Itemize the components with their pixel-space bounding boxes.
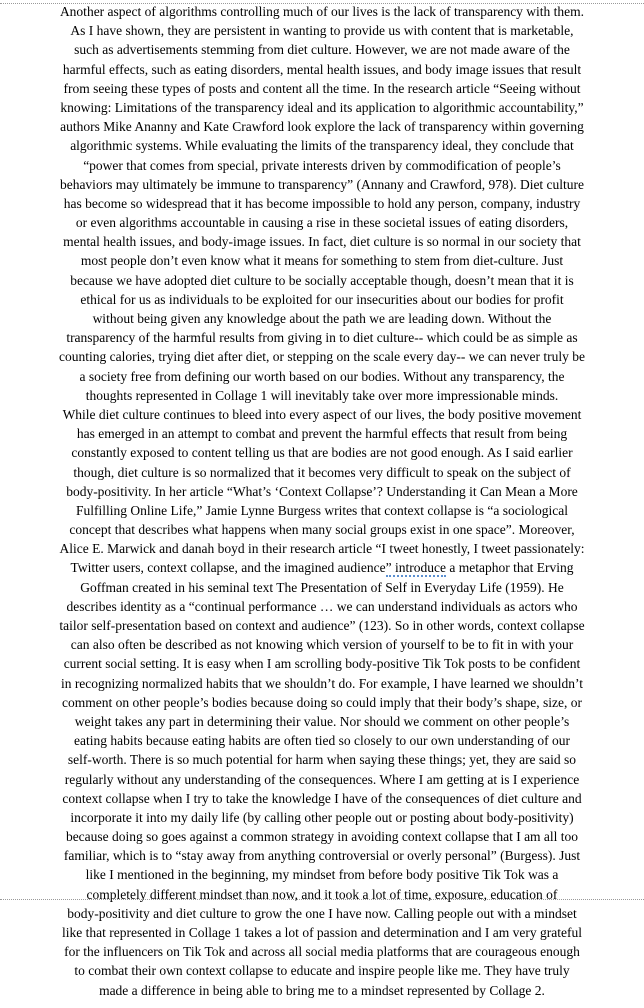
text-line: like that represented in Collage 1 takes a lot of passion and determination and I am very grateful [62,925,582,940]
text-line: knowing: Limitations of the transparency ideal and its application to algorithmic accountability,” [60,99,584,115]
text-line: While diet culture continues to bleed into every aspect of our lives, the body positive movement [62,406,582,422]
paragraph-1 [8,2,636,405]
text-line: like I mentioned in the beginning, my mindset from before body positive Tik Tok was a [85,867,559,883]
text-line: or even algorithms accountable in causing a rise in these societal issues of eating disorders, [75,215,569,231]
text-line: comment on other people’s bodies because doing so could imply that their body’s shape, size, or [61,694,582,710]
text-line: algorithmic systems. While evaluating the limits of the transparency ideal, they conclude that [70,138,574,154]
text-line: made a difference in being able to bring me to a mindset represented by Collage 2. [99,982,545,998]
text-line: current social setting. It is easy when I am scrolling body-positive Tik Tok posts to be confident [63,656,581,672]
grammar-check-underline: ” introduce [385,560,446,576]
text-line: a society free from defining our worth based on our bodies. Without any transparency, the [79,368,565,384]
text-line: ethical for us as individuals to be exploited for our insecurities about our bodies for profit [80,291,564,307]
text-line: Another aspect of algorithms controlling much of our lives is the lack of transparency with them. [59,4,585,19]
text-line: body-positivity. In her article “What’s ‘Context Collapse’? Understanding it Can Mean a More [66,483,578,499]
text-line: authors Mike Ananny and Kate Crawford look explore the lack of transparency within governing [60,119,584,135]
text-line: context collapse when I try to take the knowledge I have of the consequences of diet culture and [62,790,582,806]
text-line: weight takes any part in determining their value. Nor should we comment on other people’s [74,713,570,729]
text-line: harmful effects, such as eating disorders, mental health issues, and body image issues that result [62,61,582,77]
text-line: behaviors may ultimately be immune to transparency” (Annany and Crawford, 978). Diet culture [59,176,585,192]
text-line: from seeing these types of posts and content all the time. In the research article “Seeing without [63,80,581,96]
text-line: transparency of the harmful results from giving in to diet culture-- which could be as simple as [66,330,578,346]
text-line: can also often be described as not knowing which version of yourself to be to fit in with your [70,637,574,653]
text-line: tailor self-presentation based on context and audience” (123). So in other words, context collapse [59,618,585,633]
text-segment: a metaphor that Erving [445,560,574,576]
text-line: familiar, which is to “stay away from anything controversial or overly personal” (Burgess). Just [63,848,581,864]
text-line: without being given any knowledge about the path we are leading down. Without the [92,311,552,326]
paragraph-2 [8,405,636,1000]
text-line: concept that describes what happens when many social groups exist in one space”. Moreover, [69,522,575,538]
text-line: because we have adopted diet culture to be socially acceptable though, doesn’t mean that it is [70,272,574,288]
text-line: As I have shown, they are persistent in wanting to provide us with content that is marketable, [70,23,574,39]
text-line: to combat their own context collapse to educate and inspire people like me. They have truly [74,963,570,979]
text-line: incorporate it into my daily life (by calling other people out or posting about body-positivity) [70,809,574,825]
text-line: thoughts represented in Collage 1 will inevitably take over more impressionable minds. [85,387,559,403]
text-line: though, diet culture is so normalized that it becomes very difficult to speak on the subject of [73,464,571,480]
text-segment: Twitter users, context collapse, and the imagined audience [70,560,386,576]
text-line: mental health issues, and body-image issues. In fact, diet culture is so normal in our society that [63,234,581,250]
text-line: “power that comes from special, private interests driven by commodification of people’s [83,157,561,173]
text-line: regularly without any understanding of the consequences. Where I am getting at is I experience [64,771,580,787]
text-line: most people don’t even know what it means for something to stem from diet-culture. Just [80,253,564,269]
text-line: Alice E. Marwick and danah boyd in their research article “I tweet honestly, I tweet passionately: [59,541,585,557]
text-line: describes identity as a “continual performance … we can understand individuals as actors who [66,598,578,614]
text-line: counting calories, trying diet after diet, or stepping on the scale every day-- we can never truly be [59,349,585,365]
text-line: self-worth. There is so much potential for harm when saying these things; yet, they are said so [67,752,577,768]
text-line: constantly exposed to content telling us that are bodies are not good enough. As I said earlier [71,445,573,461]
text-line: eating habits because eating habits are often tied so closely to our own understanding of our [74,733,570,749]
text-line: Goffman created in his seminal text The Presentation of Self in Everyday Life (1959). He [80,579,564,595]
text-line: completely different mindset than now, and it took a lot of time, exposure, education of [86,886,558,902]
text-line: body-positivity and diet culture to grow the one I have now. Calling people out with a mindset [67,905,577,921]
text-line: Fulfilling Online Life,” Jamie Lynne Burgess writes that context collapse is “a sociological [75,502,568,518]
text-line: for the influencers on Tik Tok and across all social media platforms that are courageous enough [64,944,580,960]
text-line: because doing so goes against a common strategy in avoiding context collapse that I am all too [65,829,579,845]
text-line [8,558,636,577]
text-line: in recognizing normalized habits that we shouldn’t do. For example, I have learned we shouldn’t [60,675,584,691]
text-line: has emerged in an attempt to combat and prevent the harmful effects that result from being [76,426,568,442]
text-line: such as advertisements stemming from diet culture. However, we are not made aware of the [74,42,570,58]
text-line: has become so widespread that it has become impossible to hold any person, company, industry [63,195,581,211]
